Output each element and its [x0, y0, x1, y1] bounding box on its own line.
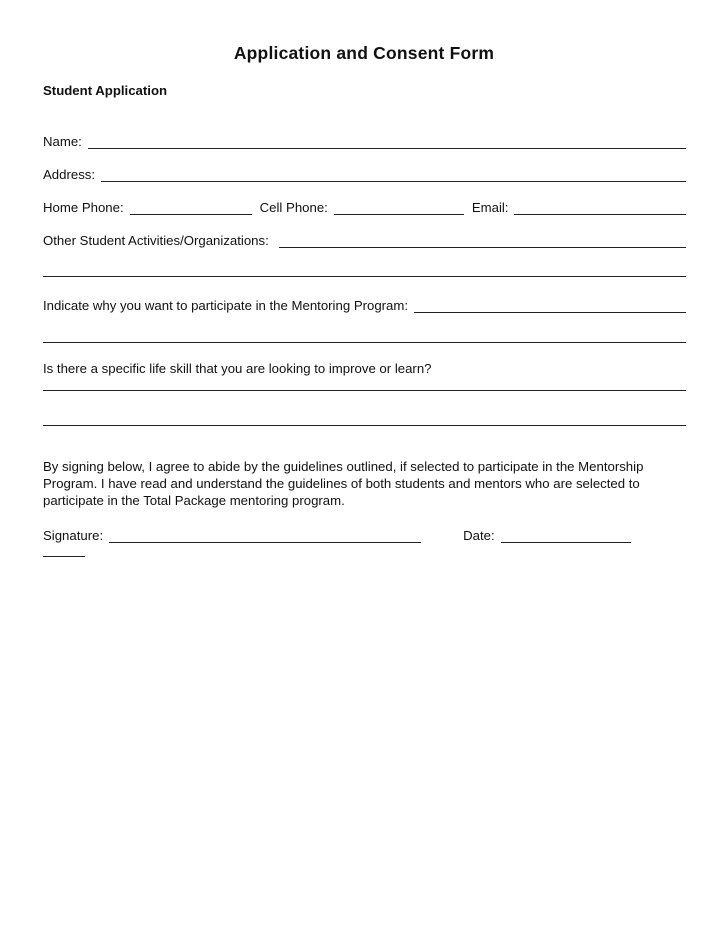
why-label: Indicate why you want to participate in the Mentoring Program: [43, 298, 409, 313]
email-field[interactable] [514, 201, 686, 215]
activities-label: Other Student Activities/Organizations: [43, 233, 269, 248]
signature-label: Signature: [43, 528, 104, 543]
email-label: Email: [471, 200, 509, 215]
signature-field[interactable] [109, 529, 421, 543]
date-field-continuation[interactable] [43, 556, 85, 557]
address-label: Address: [43, 167, 96, 182]
life-skill-field-line-1[interactable] [43, 390, 686, 391]
why-row [43, 295, 686, 313]
activities-field-line-2[interactable] [43, 276, 686, 277]
why-field[interactable] [414, 299, 686, 313]
home-phone-label: Home Phone: [43, 200, 124, 215]
section-heading: Student Application [43, 83, 168, 98]
cell-phone-field[interactable] [334, 201, 464, 215]
name-row [43, 131, 686, 149]
contact-row [43, 197, 686, 215]
date-label: Date: [463, 528, 495, 543]
date-field[interactable] [501, 529, 631, 543]
address-row [43, 164, 686, 182]
name-label: Name: [43, 134, 82, 149]
life-skill-question: Is there a specific life skill that you are looking to improve or learn? [43, 361, 432, 376]
life-skill-field-line-2[interactable] [43, 425, 686, 426]
address-field[interactable] [101, 168, 686, 182]
signature-row [43, 525, 686, 543]
activities-row [43, 230, 686, 248]
cell-phone-label: Cell Phone: [259, 200, 328, 215]
home-phone-field[interactable] [130, 201, 252, 215]
name-field[interactable] [88, 135, 686, 149]
form-title: Application and Consent Form [233, 43, 495, 63]
activities-field[interactable] [279, 234, 686, 248]
why-field-line-2[interactable] [43, 342, 686, 343]
consent-paragraph: By signing below, I agree to abide by the guidelines outlined, if selected to participate in the Mentorship Program. I have read and understand the guidelines of both students and mentors who are selected to participate in the Total Package mentoring program. [43, 459, 644, 508]
